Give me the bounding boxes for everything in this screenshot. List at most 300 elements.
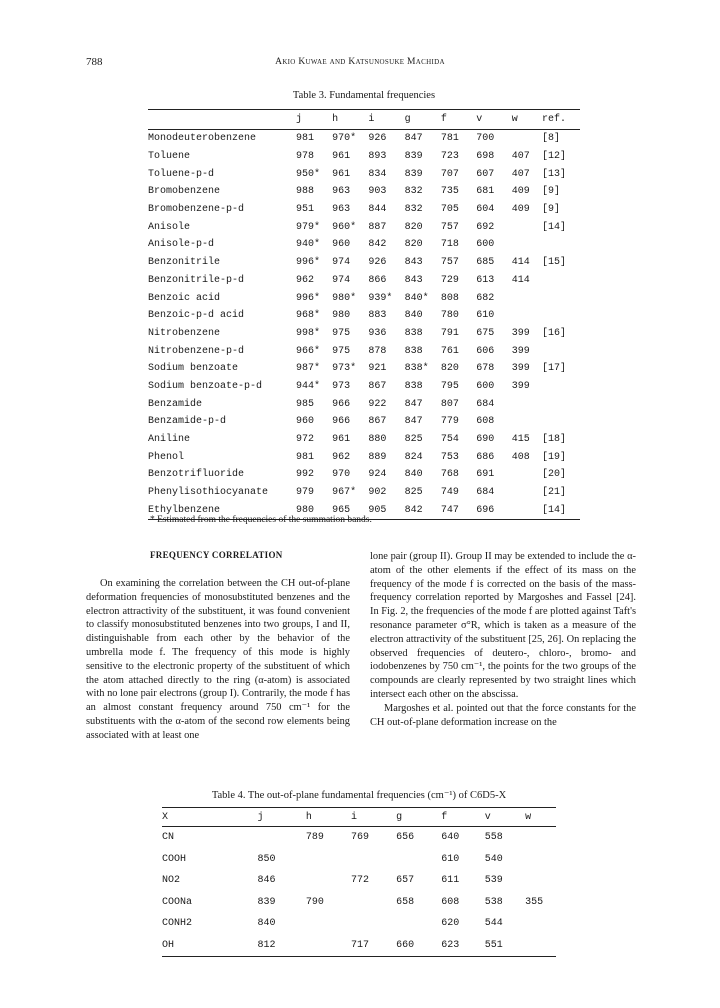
left-column: [86, 577, 350, 743]
table3-row: [148, 378, 580, 396]
table3-compound-cell: Aniline: [148, 434, 191, 446]
table3-value-cell: 604: [476, 204, 495, 216]
table4-value-cell: [257, 827, 305, 849]
table3-value-cell: 847: [404, 133, 423, 145]
table3-compound-cell: Sodium benzoate-p-d: [148, 380, 263, 392]
table3-value-cell: 940*: [295, 239, 320, 251]
table3-value-cell: 820: [404, 239, 423, 251]
table4-value-cell: 840: [257, 918, 276, 930]
table3-row: [148, 165, 580, 183]
table4-value-cell: [396, 913, 441, 935]
table3-value-cell: [512, 130, 542, 148]
table3-value-cell: [512, 307, 542, 325]
table3-value-cell: 414: [511, 274, 530, 286]
table3-row: [148, 254, 580, 272]
left-paragraph: On examining the correlation between the CH out-of-plane deformation frequencies of monosubstituted benzenes and the electron attractivity of the substituent, it was found convenient to classify monosubstituted benzenes into two groups, I and II, distinguishable from each other by the behavior of the umbrella mode f. The frequency of this mode is highly sensitive to the electronic property of the substituent of which the atom attached directly to the ring (α-atom) is associated with no lone pair electrons (group I). Contrarily, the mode f has an almost constant frequency around 750 cm⁻¹ for the substituents with the α-atom of the second row elements being associated with at least one: [86, 578, 350, 741]
table3-value-cell: 718: [440, 239, 459, 251]
table4-value-cell: 790: [305, 896, 324, 908]
table3-footnote: * Estimated from the frequencies of the summation bands.: [150, 515, 372, 525]
table3-compound-cell: Sodium benzoate: [148, 363, 239, 375]
table3-value-cell: 723: [440, 151, 459, 163]
table4-value-cell: 544: [484, 918, 503, 930]
table3-compound-cell: Nitrobenzene-p-d: [148, 345, 245, 357]
table3-value-cell: 936: [368, 327, 387, 339]
table3-value-cell: 753: [440, 451, 459, 463]
table3-value-cell: 757: [440, 221, 459, 233]
table3-value-cell: 966*: [295, 345, 320, 357]
table3-value-cell: 707: [440, 168, 459, 180]
table3-row: [148, 236, 580, 254]
table4-value-cell: [306, 935, 351, 957]
table4-header-cell: i: [351, 808, 396, 827]
table3-value-cell: 840: [404, 310, 423, 322]
table3-value-cell: 970: [332, 469, 351, 481]
table3-value-cell: 808: [440, 292, 459, 304]
table4-value-cell: 355: [525, 896, 544, 908]
table3-value-cell: [9]: [541, 186, 560, 198]
table3-value-cell: 974: [332, 274, 351, 286]
table3-value-cell: 980: [332, 310, 351, 322]
table3-value-cell: 781: [440, 133, 459, 145]
table3-value-cell: 610: [476, 310, 495, 322]
table4-substituent-cell: COONa: [162, 896, 193, 908]
table3-row: [148, 130, 580, 148]
table3-value-cell: 839: [404, 168, 423, 180]
table3-value-cell: 691: [476, 469, 495, 481]
table4-value-cell: 658: [396, 896, 415, 908]
table4-value-cell: [306, 870, 351, 892]
table3-header-cell: [148, 110, 296, 130]
table3-value-cell: 844: [368, 204, 387, 216]
table4-value-cell: 610: [441, 853, 460, 865]
table4-value-cell: 839: [257, 896, 276, 908]
table4-header-cell: f: [441, 808, 485, 827]
table3-value-cell: [512, 395, 542, 413]
table3-value-cell: 838: [404, 327, 423, 339]
table3-value-cell: 985: [295, 398, 314, 410]
table3-value-cell: 980*: [332, 292, 357, 304]
table3-value-cell: 926: [368, 133, 387, 145]
table4-header-cell: X: [162, 808, 257, 827]
table3-header-cell: f: [441, 110, 476, 130]
table3-value-cell: [16]: [541, 327, 566, 339]
table3-value-cell: [19]: [541, 451, 566, 463]
table3-value-cell: 696: [476, 501, 511, 519]
table3-value-cell: [512, 289, 542, 307]
table3-value-cell: 926: [368, 257, 387, 269]
table3-value-cell: 972: [295, 434, 314, 446]
table4-value-cell: 717: [351, 935, 396, 957]
table4-value-cell: [525, 849, 556, 871]
table3-value-cell: 973: [332, 380, 351, 392]
table3-value-cell: 961: [332, 434, 351, 446]
table3-value-cell: [542, 395, 580, 413]
table4-value-cell: 769: [350, 832, 369, 844]
table3-compound-cell: Nitrobenzene: [148, 327, 221, 339]
table3-compound-cell: Anisole-p-d: [148, 239, 215, 251]
table3-value-cell: 974: [332, 257, 351, 269]
table3-value-cell: 998*: [295, 327, 320, 339]
table3-value-cell: 970*: [332, 133, 357, 145]
table3-value-cell: 842: [405, 501, 441, 519]
table4-value-cell: 551: [485, 935, 525, 957]
table3-compound-cell: Benzotrifluoride: [148, 469, 245, 481]
table3-value-cell: 408: [511, 451, 530, 463]
table3-value-cell: 820: [404, 221, 423, 233]
table3-value-cell: 684: [476, 487, 495, 499]
table3-header-cell: g: [405, 110, 441, 130]
table3-value-cell: 866: [368, 274, 387, 286]
table3-value-cell: [14]: [542, 501, 580, 519]
table4-row: [162, 913, 556, 935]
table3-value-cell: 825: [404, 434, 423, 446]
table3-value-cell: 887: [368, 221, 387, 233]
table3-row: [148, 218, 580, 236]
table3-value-cell: 600: [476, 380, 495, 392]
table4-substituent-cell: COOH: [162, 853, 187, 865]
table3-value-cell: 939*: [368, 292, 393, 304]
table3-header-cell: w: [512, 110, 542, 130]
table3-value-cell: 409: [511, 204, 530, 216]
table3-value-cell: 979*: [295, 221, 320, 233]
table3-value-cell: 981: [295, 451, 314, 463]
table3-value-cell: 681: [476, 186, 495, 198]
table4-substituent-cell: CN: [162, 832, 175, 844]
table3-value-cell: 963: [332, 186, 351, 198]
running-head: Akio Kuwae and Katsunosuke Machida: [275, 57, 445, 67]
table4-value-cell: [351, 913, 396, 935]
table3-value-cell: 883: [368, 310, 387, 322]
table3-value-cell: 414: [511, 257, 530, 269]
table3-value-cell: 399: [511, 380, 530, 392]
table4-value-cell: 656: [396, 832, 415, 844]
table4-header-cell: v: [485, 808, 525, 827]
table3-value-cell: 961: [332, 151, 351, 163]
table4-substituent-cell: CONH2: [162, 918, 193, 930]
table3-value-cell: 979: [295, 487, 314, 499]
table3-value-cell: 980: [296, 501, 332, 519]
table3-value-cell: 960: [332, 239, 351, 251]
table4-value-cell: 660: [396, 935, 441, 957]
table3-compound-cell: Benzamide: [148, 398, 203, 410]
table3-row: [148, 183, 580, 201]
table3-value-cell: 960: [295, 416, 314, 428]
table4-value-cell: [525, 870, 556, 892]
table3-value-cell: [512, 484, 542, 502]
table3-value-cell: [15]: [541, 257, 566, 269]
table3-value-cell: 924: [368, 469, 387, 481]
table3-value-cell: [512, 501, 542, 519]
table3-value-cell: 606: [476, 345, 495, 357]
table4-header-cell: w: [525, 808, 556, 827]
table3-value-cell: [17]: [541, 363, 566, 375]
table3-value-cell: 847: [404, 416, 423, 428]
table3-header-cell: h: [332, 110, 368, 130]
table3-value-cell: 922: [368, 398, 387, 410]
table4-value-cell: 558: [484, 832, 503, 844]
table3-value-cell: 690: [476, 434, 495, 446]
table4-value-cell: [396, 849, 441, 871]
table3-value-cell: 780: [440, 310, 459, 322]
table3-value-cell: 608: [476, 416, 495, 428]
table3-value-cell: [512, 236, 542, 254]
table3-value-cell: 921: [368, 363, 387, 375]
table3-value-cell: 807: [440, 398, 459, 410]
table3-value-cell: 962: [295, 274, 314, 286]
table3-value-cell: 965: [332, 501, 368, 519]
table4-value-cell: [525, 913, 556, 935]
table3-value-cell: 682: [476, 292, 495, 304]
table3-value-cell: [542, 289, 580, 307]
table3-value-cell: 684: [476, 398, 495, 410]
table3-value-cell: 399: [511, 327, 530, 339]
table4-value-cell: 623: [441, 935, 485, 957]
table3-header-cell: j: [296, 110, 332, 130]
table3-value-cell: 613: [476, 274, 495, 286]
table3-value-cell: 960*: [332, 221, 357, 233]
table4-value-cell: [351, 849, 396, 871]
table3-compound-cell: Phenylisothiocyanate: [148, 487, 269, 499]
table3-header-cell: v: [476, 110, 511, 130]
table4-value-cell: 850: [257, 853, 276, 865]
table3-value-cell: 768: [440, 469, 459, 481]
table3-value-cell: 902: [368, 487, 387, 499]
table3-value-cell: 791: [440, 327, 459, 339]
table3-value-cell: 962: [332, 451, 351, 463]
table3-value-cell: [542, 378, 580, 396]
table3-header-row: [148, 110, 580, 130]
table3-compound-cell: Benzonitrile: [148, 257, 221, 269]
table3-value-cell: 407: [511, 151, 530, 163]
table3-value-cell: 996*: [295, 257, 320, 269]
table3-compound-cell: Anisole: [148, 221, 191, 233]
table3-row: [148, 307, 580, 325]
table3-value-cell: [542, 236, 580, 254]
table4-value-cell: [306, 849, 351, 871]
table3-value-cell: [512, 413, 542, 431]
table4-header-cell: j: [257, 808, 305, 827]
table4-row: [162, 849, 556, 871]
table4-value-cell: 657: [396, 875, 415, 887]
table3-value-cell: [18]: [541, 434, 566, 446]
table3-value-cell: 600: [476, 239, 495, 251]
table4-substituent-cell: NO2: [162, 875, 181, 887]
table3-value-cell: 832: [404, 186, 423, 198]
table3-value-cell: 747: [441, 501, 476, 519]
table3-value-cell: [13]: [541, 168, 566, 180]
table3-value-cell: 761: [440, 345, 459, 357]
table4-value-cell: 539: [484, 875, 503, 887]
table3-compound-cell: Bromobenzene-p-d: [148, 204, 245, 216]
table3-value-cell: [512, 466, 542, 484]
table3-value-cell: 407: [511, 168, 530, 180]
table3-value-cell: 399: [511, 363, 530, 375]
table3-value-cell: 978: [295, 151, 314, 163]
table3-value-cell: 749: [440, 487, 459, 499]
table4-header-cell: g: [396, 808, 441, 827]
table3-value-cell: 966: [332, 398, 351, 410]
table3-row: [148, 466, 580, 484]
table3-row: [148, 484, 580, 502]
table3-value-cell: [542, 272, 580, 290]
table3-value-cell: 966: [332, 416, 351, 428]
table3-value-cell: 607: [476, 168, 495, 180]
table3-value-cell: 729: [440, 274, 459, 286]
table3-value-cell: 820: [440, 363, 459, 375]
table3-value-cell: 944*: [295, 380, 320, 392]
table3-value-cell: 987*: [295, 363, 320, 375]
table3-value-cell: 843: [404, 257, 423, 269]
table4-value-cell: [306, 913, 351, 935]
table3-value-cell: 905: [368, 501, 404, 519]
table3-value-cell: 878: [368, 345, 387, 357]
table4-row: [162, 892, 556, 914]
table3-value-cell: [8]: [541, 133, 560, 145]
table3-value-cell: 838: [404, 345, 423, 357]
table4-value-cell: 846: [257, 875, 276, 887]
table3-value-cell: 847: [404, 398, 423, 410]
table3-value-cell: [12]: [541, 151, 566, 163]
table3-row: [148, 342, 580, 360]
table3-value-cell: 795: [440, 380, 459, 392]
table3-value-cell: 968*: [295, 310, 320, 322]
table3-value-cell: 754: [440, 434, 459, 446]
table3-value-cell: 692: [476, 221, 495, 233]
table3-row: [148, 413, 580, 431]
table3-value-cell: 735: [440, 186, 459, 198]
table3-value-cell: [9]: [541, 204, 560, 216]
table3-row: [148, 201, 580, 219]
section-heading: FREQUENCY CORRELATION: [150, 550, 283, 560]
table3-value-cell: 950*: [295, 168, 320, 180]
table3-value-cell: 973*: [332, 363, 357, 375]
table3-value-cell: 975: [332, 327, 351, 339]
table4-value-cell: [525, 935, 556, 957]
table3-value-cell: 961: [332, 168, 351, 180]
table3-value-cell: 880: [368, 434, 387, 446]
table3-value-cell: 705: [440, 204, 459, 216]
table3-value-cell: 840*: [404, 292, 429, 304]
table3-value-cell: 842: [368, 239, 387, 251]
table3-value-cell: 951: [295, 204, 314, 216]
table3-value-cell: 678: [476, 363, 495, 375]
table3-compound-cell: Phenol: [148, 451, 185, 463]
table3-value-cell: 992: [295, 469, 314, 481]
table3-value-cell: 779: [440, 416, 459, 428]
table4-value-cell: 772: [350, 875, 369, 887]
table3-value-cell: 996*: [295, 292, 320, 304]
table3-value-cell: 838: [404, 380, 423, 392]
table3-row: [148, 325, 580, 343]
table3-value-cell: [542, 342, 580, 360]
table3-value-cell: 889: [368, 451, 387, 463]
table3-value-cell: 903: [368, 186, 387, 198]
table3-value-cell: 963: [332, 204, 351, 216]
table3-row: [148, 431, 580, 449]
table4-row: [162, 827, 556, 849]
table4-value-cell: 640: [441, 832, 460, 844]
table3-value-cell: 981: [295, 133, 314, 145]
table4-value-cell: 540: [484, 853, 503, 865]
table3-compound-cell: Toluene-p-d: [148, 168, 215, 180]
table3-value-cell: 685: [476, 257, 495, 269]
table3-value-cell: 399: [511, 345, 530, 357]
table3-value-cell: 675: [476, 327, 495, 339]
table3-compound-cell: Toluene: [148, 151, 191, 163]
table3-value-cell: 893: [368, 151, 387, 163]
right-paragraph-1: lone pair (group II). Group II may be extended to include the α-atom of the other elements if the effect of its mass on the frequency of the mode f is corrected on the basis of the mass-frequency correlation reported by Margoshes and Fassel [24]. In Fig. 2, the frequencies of the mode f are plotted against Taft's resonance parameter σ°R, which is taken as a measure of the electron attractivity of the substituent [25, 26]. On replacing the observed frequencies of deutero-, chloro-, bromo- and iodobenzenes by 750 cm⁻¹, the points for the two groups of the compounds are clearly represented by two straight lines which intersect each other on the abscissa.: [370, 551, 636, 700]
table3: [148, 109, 580, 520]
table4-row: [162, 935, 556, 957]
table3-value-cell: 867: [368, 416, 387, 428]
table3-value-cell: 867: [368, 380, 387, 392]
right-paragraph-2: Margoshes et al. pointed out that the force constants for the CH out-of-plane deformation increase on the: [370, 702, 636, 728]
table3-header-cell: i: [368, 110, 404, 130]
table3-value-cell: 700: [476, 133, 495, 145]
table3-row: [148, 360, 580, 378]
table3-row: [148, 272, 580, 290]
table4-row: [162, 870, 556, 892]
table3-value-cell: [21]: [541, 487, 566, 499]
table3-compound-cell: Benzonitrile-p-d: [148, 274, 245, 286]
table3-compound-cell: Monodeuterobenzene: [148, 133, 257, 145]
table3-value-cell: 832: [404, 204, 423, 216]
table3-compound-cell: Bromobenzene: [148, 186, 221, 198]
table4-value-cell: 538: [484, 896, 503, 908]
table3-value-cell: 686: [476, 451, 495, 463]
table3-row: [148, 289, 580, 307]
table3-value-cell: 825: [404, 487, 423, 499]
table3-value-cell: [542, 413, 580, 431]
table3-compound-cell: Ethylbenzene: [148, 501, 296, 519]
table3-value-cell: 698: [476, 151, 495, 163]
table4-value-cell: 789: [305, 832, 324, 844]
table3-value-cell: 975: [332, 345, 351, 357]
page-number: 788: [86, 56, 103, 68]
table4-value-cell: 608: [441, 896, 460, 908]
table3-value-cell: 824: [404, 451, 423, 463]
table3-compound-cell: Benzoic-p-d acid: [148, 310, 245, 322]
table4-header-row: [162, 808, 556, 827]
table3-value-cell: [20]: [541, 469, 566, 481]
table4-value-cell: 620: [441, 918, 460, 930]
table3-value-cell: 834: [368, 168, 387, 180]
table3-value-cell: 843: [404, 274, 423, 286]
table3-value-cell: [512, 218, 542, 236]
table3-value-cell: 415: [511, 434, 530, 446]
table3-row: [148, 448, 580, 466]
table3-value-cell: 967*: [332, 487, 357, 499]
table3-value-cell: 838*: [404, 363, 429, 375]
right-column: [370, 550, 636, 729]
table4-value-cell: [351, 892, 396, 914]
table3-compound-cell: Benzoic acid: [148, 292, 221, 304]
table4-header-cell: h: [306, 808, 351, 827]
table3-value-cell: [14]: [541, 221, 566, 233]
table3-value-cell: [542, 307, 580, 325]
table3-row: [148, 148, 580, 166]
table3-value-cell: 839: [404, 151, 423, 163]
table3-header-cell: ref.: [542, 110, 580, 130]
table4-value-cell: [525, 827, 556, 849]
table3-value-cell: 409: [511, 186, 530, 198]
table3-compound-cell: Benzamide-p-d: [148, 416, 227, 428]
table3-caption: Table 3. Fundamental frequencies: [292, 90, 436, 101]
table4-caption: Table 4. The out-of-plane fundamental frequencies (cm⁻¹) of C6D5-X: [211, 790, 507, 801]
table4: [162, 807, 556, 957]
table3-row: [148, 395, 580, 413]
table3-value-cell: 840: [404, 469, 423, 481]
